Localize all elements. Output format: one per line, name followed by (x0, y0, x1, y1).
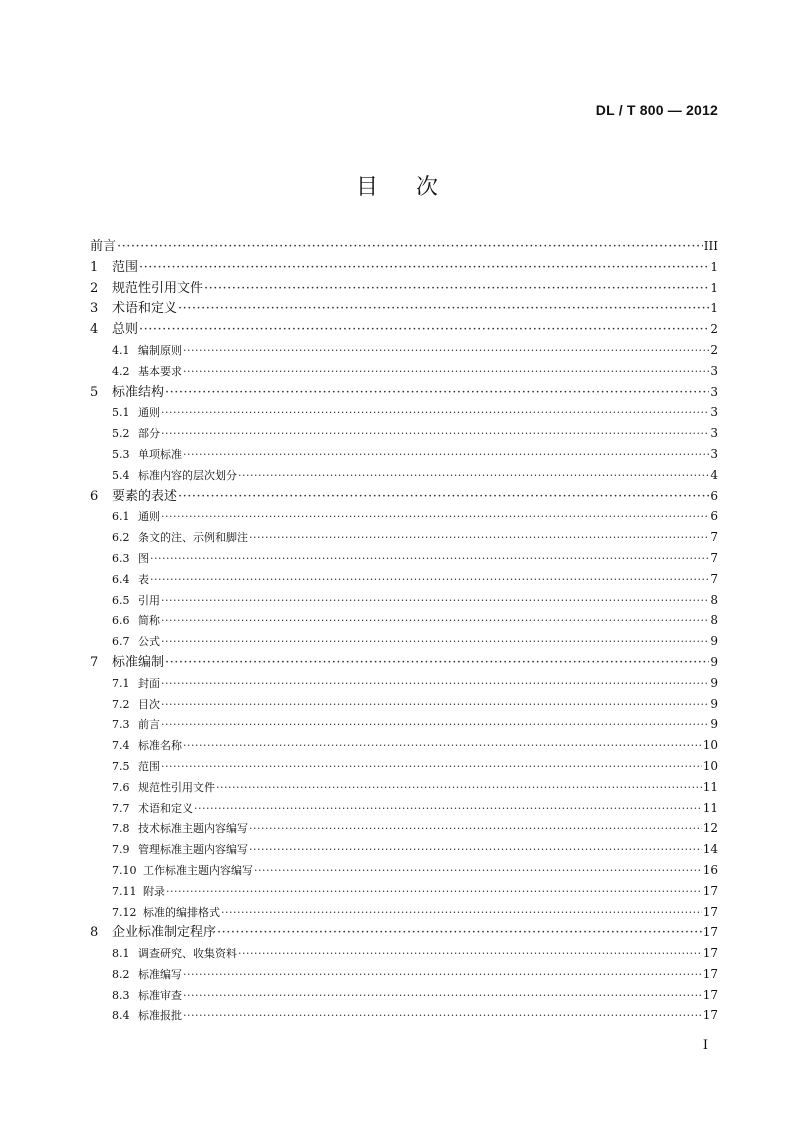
toc-entry-label: 标准内容的层次划分 (138, 468, 237, 482)
toc-entry-number: 4.1 (112, 343, 130, 357)
toc-subentry[interactable] (90, 444, 718, 465)
toc-entry-page: 2 (710, 342, 718, 357)
toc-entry-label: 工作标准主题内容编写 (143, 863, 253, 877)
toc-subentry[interactable] (90, 465, 718, 486)
toc-entry-page: 8 (710, 592, 718, 607)
toc-entry-label: 条文的注、示例和脚注 (138, 531, 248, 545)
toc-entry-page: 3 (710, 426, 718, 441)
toc-entry-label: 表 (138, 572, 149, 586)
toc-entry-number: 8.1 (112, 947, 130, 961)
toc-entry-page: 7 (710, 571, 718, 586)
toc-subentry[interactable] (90, 881, 718, 902)
toc-subentry[interactable] (90, 423, 718, 444)
dot-leader (254, 861, 702, 882)
toc-subentry[interactable] (90, 902, 718, 923)
toc-subentry[interactable] (90, 694, 718, 715)
toc-entry-number: 2 (90, 280, 99, 296)
toc-entry-number: 7.11 (112, 884, 137, 898)
toc-entry-page: 7 (710, 530, 718, 545)
toc-entry-page: 17 (702, 966, 718, 981)
toc-entry-label: 目次 (138, 697, 160, 711)
toc-entry-number: 7 (90, 654, 99, 670)
toc-entry-page: 9 (710, 634, 718, 649)
toc-entry-page: 1 (710, 301, 718, 316)
toc-entry-page: 1 (710, 259, 718, 274)
standard-code: DL / T 800 — 2012 (595, 102, 718, 118)
toc-entry-number: 6 (90, 488, 99, 504)
dot-leader (183, 965, 702, 986)
toc-subentry[interactable] (90, 361, 718, 382)
toc-entry-label: 标准审查 (138, 988, 182, 1002)
toc-entry-page: III (703, 239, 718, 253)
toc-entry-number: 6.2 (112, 531, 130, 545)
toc-entry-label: 封面 (138, 676, 160, 690)
dot-leader (238, 944, 702, 965)
dot-leader (161, 715, 709, 736)
toc-entry-label: 通则 (138, 510, 160, 524)
dot-leader (183, 986, 702, 1007)
toc-entry[interactable] (90, 278, 718, 299)
toc-subentry[interactable] (90, 340, 718, 361)
dot-leader (183, 1006, 702, 1027)
dot-leader (161, 632, 709, 653)
toc-entry-label: 编制原则 (138, 343, 182, 357)
toc-entry-number: 7.5 (112, 759, 130, 773)
dot-leader (249, 528, 709, 549)
toc-entry-label: 标准的编排格式 (143, 905, 220, 919)
dot-leader (161, 424, 709, 445)
dot-leader (238, 466, 709, 487)
toc-entry-number: 7.4 (112, 739, 130, 753)
toc-entry-number: 8.4 (112, 1009, 130, 1023)
toc-entry-label: 范围 (138, 759, 160, 773)
dot-leader (217, 923, 702, 944)
toc-entry-number: 7.12 (112, 905, 137, 919)
dot-leader (139, 320, 709, 341)
toc-entry-label: 图 (138, 551, 149, 565)
toc-entry-number: 7.10 (112, 863, 137, 877)
toc-entry-number: 8 (90, 925, 99, 941)
dot-leader (216, 778, 702, 799)
toc-entry-label: 标准结构 (112, 384, 165, 400)
dot-leader (194, 799, 702, 820)
toc-entry-page: 10 (702, 758, 718, 773)
toc-entry-label: 简称 (138, 614, 160, 628)
toc-subentry[interactable] (90, 964, 718, 985)
toc-entry[interactable] (90, 382, 718, 403)
toc-subentry[interactable] (90, 839, 718, 860)
toc-entry[interactable] (90, 298, 718, 319)
dot-leader (221, 903, 702, 924)
toc-subentry[interactable] (90, 777, 718, 798)
toc-subentry[interactable] (90, 506, 718, 527)
toc-entry-page: 17 (702, 925, 718, 940)
toc-entry-label: 标准编写 (138, 967, 182, 981)
toc-entry-label: 企业标准制定程序 (112, 925, 217, 941)
toc-entry-label: 公式 (138, 635, 160, 649)
toc-entry-number: 1 (90, 259, 99, 275)
toc-entry-label: 规范性引用文件 (112, 280, 204, 296)
toc-subentry[interactable] (90, 985, 718, 1006)
toc-entry-page: 9 (710, 654, 718, 669)
toc-entry-number: 5.2 (112, 427, 130, 441)
toc-subentry[interactable] (90, 943, 718, 964)
toc-entry-number: 6.1 (112, 510, 130, 524)
dot-leader (249, 840, 702, 861)
toc-entry-label: 范围 (112, 259, 139, 275)
toc-entry-page: 9 (710, 675, 718, 690)
toc-entry-number: 7.7 (112, 801, 130, 815)
toc-entry-number: 5 (90, 384, 99, 400)
toc-subentry[interactable] (90, 402, 718, 423)
toc-entry[interactable] (90, 319, 718, 340)
toc-entry-number: 5.4 (112, 468, 130, 482)
dot-leader (183, 341, 709, 362)
toc-entry-page: 3 (710, 384, 718, 399)
toc-entry-page: 17 (702, 1008, 718, 1023)
toc-subentry[interactable] (90, 1005, 718, 1026)
toc-entry-page: 9 (710, 717, 718, 732)
toc-entry-page: 14 (702, 842, 718, 857)
toc-entry-page: 11 (702, 779, 718, 794)
toc-entry-page: 3 (710, 405, 718, 420)
dot-leader (139, 258, 709, 279)
toc-subentry[interactable] (90, 548, 718, 569)
toc-entry-page: 3 (710, 446, 718, 461)
toc-entry[interactable] (90, 922, 718, 943)
toc-entry-label: 单项标准 (138, 447, 182, 461)
toc-entry-page: 6 (710, 509, 718, 524)
page-title: 目次 (355, 175, 476, 200)
dot-leader (165, 383, 709, 404)
toc-entry-number: 6.4 (112, 572, 130, 586)
toc-subentry[interactable] (90, 798, 718, 819)
toc-entry-number: 6.7 (112, 635, 130, 649)
toc-entry[interactable] (90, 257, 718, 278)
toc-entry-page: 8 (710, 613, 718, 628)
dot-leader (249, 819, 702, 840)
toc-entry-page: 11 (702, 800, 718, 815)
toc-entry-label: 总则 (112, 322, 139, 338)
dot-leader (183, 736, 702, 757)
toc-entry-number: 5.3 (112, 447, 130, 461)
toc-entry-page: 3 (710, 363, 718, 378)
dot-leader (150, 570, 709, 591)
dot-leader (150, 549, 709, 570)
toc-entry-page: 1 (710, 280, 718, 295)
toc-entry-page: 2 (710, 322, 718, 337)
dot-leader (161, 403, 709, 424)
toc-subentry[interactable] (90, 527, 718, 548)
toc-entry-page: 17 (702, 987, 718, 1002)
toc-subentry[interactable] (90, 860, 718, 881)
toc-entry-number: 7.9 (112, 843, 130, 857)
toc-entry[interactable] (90, 486, 718, 507)
page-number: I (702, 1038, 708, 1053)
toc-entry-label: 基本要求 (138, 364, 182, 378)
toc-entry-number: 4.2 (112, 364, 130, 378)
dot-leader (161, 695, 709, 716)
dot-leader (117, 237, 703, 258)
toc-entry-label: 技术标准主题内容编写 (138, 822, 248, 836)
dot-leader (178, 487, 709, 508)
toc-entry-label: 附录 (143, 884, 165, 898)
toc-entry-number: 5.1 (112, 406, 130, 420)
toc-entry-label: 前言 (90, 239, 117, 254)
dot-leader (161, 757, 702, 778)
dot-leader (178, 299, 709, 320)
toc-entry-number: 7.2 (112, 697, 130, 711)
toc-subentry[interactable] (90, 735, 718, 756)
toc-subentry[interactable] (90, 818, 718, 839)
toc-entry-page: 6 (710, 488, 718, 503)
toc-entry-number: 7.3 (112, 718, 130, 732)
toc-entry-number: 8.3 (112, 988, 130, 1002)
toc-entry-label: 标准名称 (138, 739, 182, 753)
dot-leader (183, 445, 709, 466)
toc-entry-number: 4 (90, 322, 99, 338)
toc-entry-number: 8.2 (112, 967, 130, 981)
toc-entry-page: 9 (710, 696, 718, 711)
toc-subentry[interactable] (90, 610, 718, 631)
toc-entry-page: 7 (710, 550, 718, 565)
toc-entry-number: 6.3 (112, 551, 130, 565)
toc-entry-label: 标准报批 (138, 1009, 182, 1023)
toc-subentry[interactable] (90, 756, 718, 777)
toc-entry-number: 6.6 (112, 614, 130, 628)
dot-leader (161, 591, 709, 612)
toc-entry-label: 引用 (138, 593, 160, 607)
toc-entry-label: 通则 (138, 406, 160, 420)
toc-entry-page: 10 (702, 738, 718, 753)
toc-entry-number: 7.1 (112, 676, 130, 690)
toc-entry-label: 管理标准主题内容编写 (138, 843, 248, 857)
toc-entry-number: 6.5 (112, 593, 130, 607)
toc-entry-page: 16 (702, 862, 718, 877)
toc-subentry[interactable] (90, 631, 718, 652)
toc-entry-label: 术语和定义 (138, 801, 193, 815)
toc-entry-number: 7.6 (112, 780, 130, 794)
toc-entry[interactable] (90, 652, 718, 673)
dot-leader (161, 507, 709, 528)
toc-subentry[interactable] (90, 590, 718, 611)
toc-entry-page: 12 (702, 821, 718, 836)
toc-entry-label: 前言 (138, 718, 160, 732)
toc-subentry[interactable] (90, 714, 718, 735)
toc-entry-label: 规范性引用文件 (138, 780, 215, 794)
toc-entry-label: 调查研究、收集资料 (138, 947, 237, 961)
toc-entry-page: 17 (702, 946, 718, 961)
dot-leader (165, 653, 709, 674)
dot-leader (204, 279, 709, 300)
table-of-contents (90, 236, 718, 1026)
dot-leader (183, 362, 709, 383)
dot-leader (161, 611, 709, 632)
toc-entry-page: 17 (702, 883, 718, 898)
toc-entry-label: 部分 (138, 427, 160, 441)
dot-leader (161, 674, 709, 695)
toc-entry-page: 4 (710, 467, 718, 482)
toc-entry-label: 要素的表述 (112, 488, 178, 504)
toc-entry-number: 3 (90, 301, 99, 317)
toc-entry-label: 标准编制 (112, 654, 165, 670)
toc-subentry[interactable] (90, 673, 718, 694)
toc-entry-number: 7.8 (112, 822, 130, 836)
toc-entry-label: 术语和定义 (112, 301, 178, 317)
toc-entry-page: 17 (702, 904, 718, 919)
toc-entry[interactable] (90, 236, 718, 257)
dot-leader (166, 882, 702, 903)
toc-subentry[interactable] (90, 569, 718, 590)
